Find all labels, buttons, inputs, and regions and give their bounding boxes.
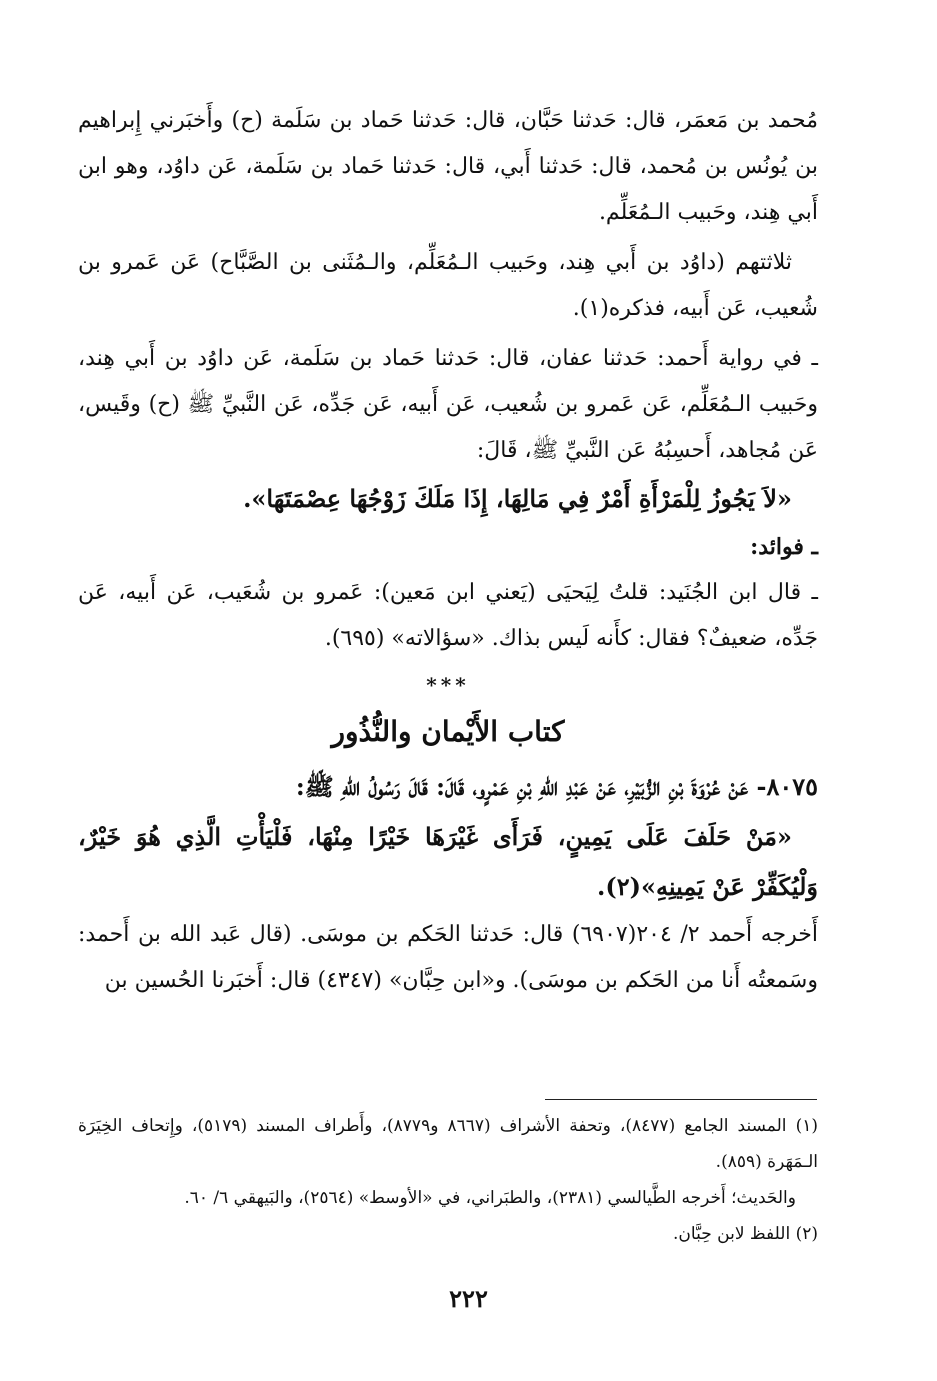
main-text xyxy=(78,98,818,1004)
footnote-divider xyxy=(545,1099,817,1100)
benefits-text: ـ قال ابن الجُنَيد: قلتُ لِيَحيَى (يَعني ابن مَعين): عَمرو بن شُعَيب، عَن أَبيه، عَن جَدِّه، ضعيفٌ؟ فقال: كأَنه لَيس بذاك. «سؤالاته» (٦٩٥). xyxy=(78,580,818,651)
hadith-8075-intro: ٨٠٧٥- عَنْ عُرْوَةَ بْنِ الزُّبَيْرِ، عَنْ عَبْدِ اللهِ بْنِ عَمْرٍو، قَالَ: قَالَ رَسُولُ اللهِ ﷺ: xyxy=(295,772,818,801)
footnote-1: (١) المسند الجامع (٨٤٧٧)، وتحفة الأشراف (٨٦٦٧ و٨٧٧٩)، وأَطراف المسند (٥١٧٩)، وإِتحاف الخِيَرَة الـمَهَرة (٨٥٩). xyxy=(78,1116,818,1172)
page-number: ٢٢٢ xyxy=(449,1284,488,1313)
footnote-2: (٢) اللفظ لابن حِبَّان. xyxy=(673,1224,818,1244)
section-separator: *** xyxy=(426,673,470,697)
footnotes xyxy=(78,1108,818,1252)
paragraph-three-narrators: ثلاثتهم (داوُد بن أَبي هِند، وحَبيب الـمُعَلِّم، والـمُثَنى بن الصَّبَّاح) عَن عَمرو بن شُعيب، عَن أَبيه، فذكره(١). xyxy=(78,250,818,321)
takhrij-paragraph: أَخرجه أَحمد ٢/ ٢٠٤(٦٩٠٧) قال: حَدثنا الحَكم بن موسَى. (قال عَبد الله بن أَحمد: وسَمعتُه أَنا من الحَكم بن موسَى). و«ابن حِبَّان» (٤٣٤٧) قال: أَخبَرنا الحُسين بن xyxy=(78,922,818,993)
benefits-label: ـ فوائد: xyxy=(750,534,818,560)
hadith-text-1: «لاَ يَجُوزُ لِلْمَرْأَةِ أَمْرٌ فِي مَالِهَا، إِذَا مَلَكَ زَوْجُهَا عِصْمَتَهَا». xyxy=(243,484,792,513)
hadith-8075-text: «مَنْ حَلَفَ عَلَى يَمِينٍ، فَرَأَى غَيْرَهَا خَيْرًا مِنْهَا، فَلْيَأْتِ الَّذِي هُوَ خَيْرٌ، وَلْيُكَفِّرْ عَنْ يَمِينِهِ»(٢). xyxy=(78,822,818,901)
chapter-title: كتاب الأَيْمان والنُّذُور xyxy=(331,715,565,748)
footnote-1-continuation: والحَديث؛ أَخرجه الطَّيالسي (٢٣٨١)، والطبَراني، في «الأوسط» (٢٥٦٤)، والبَيهقي ٦/ ٦٠. xyxy=(184,1188,796,1208)
paragraph-ahmad-narration: ـ في رواية أَحمد: حَدثنا عفان، قال: حَدثنا حَماد بن سَلَمة، عَن داوُد بن أَبي هِند، وحَبيب الـمُعَلِّم، عَن عَمرو بن شُعيب، عَن أَبيه، عَن جَدِّه، عَن النَّبيِّ ﷺ (ح) وقَيس، عَن مُجاهد، أَحسِبُهُ عَن النَّبيِّ ﷺ، قَالَ: xyxy=(78,346,818,463)
paragraph-isnad: مُحمد بن مَعمَر، قال: حَدثنا حَبَّان، قال: حَدثنا حَماد بن سَلَمة (ح) وأَخبَرني إِبراهيم بن يُونُس بن مُحمد، قال: حَدثنا أَبي، قال: حَدثنا حَماد بن سَلَمة، عَن داوُد، وهو ابن أَبي هِند، وحَبيب الـمُعَلِّم. xyxy=(78,108,818,225)
